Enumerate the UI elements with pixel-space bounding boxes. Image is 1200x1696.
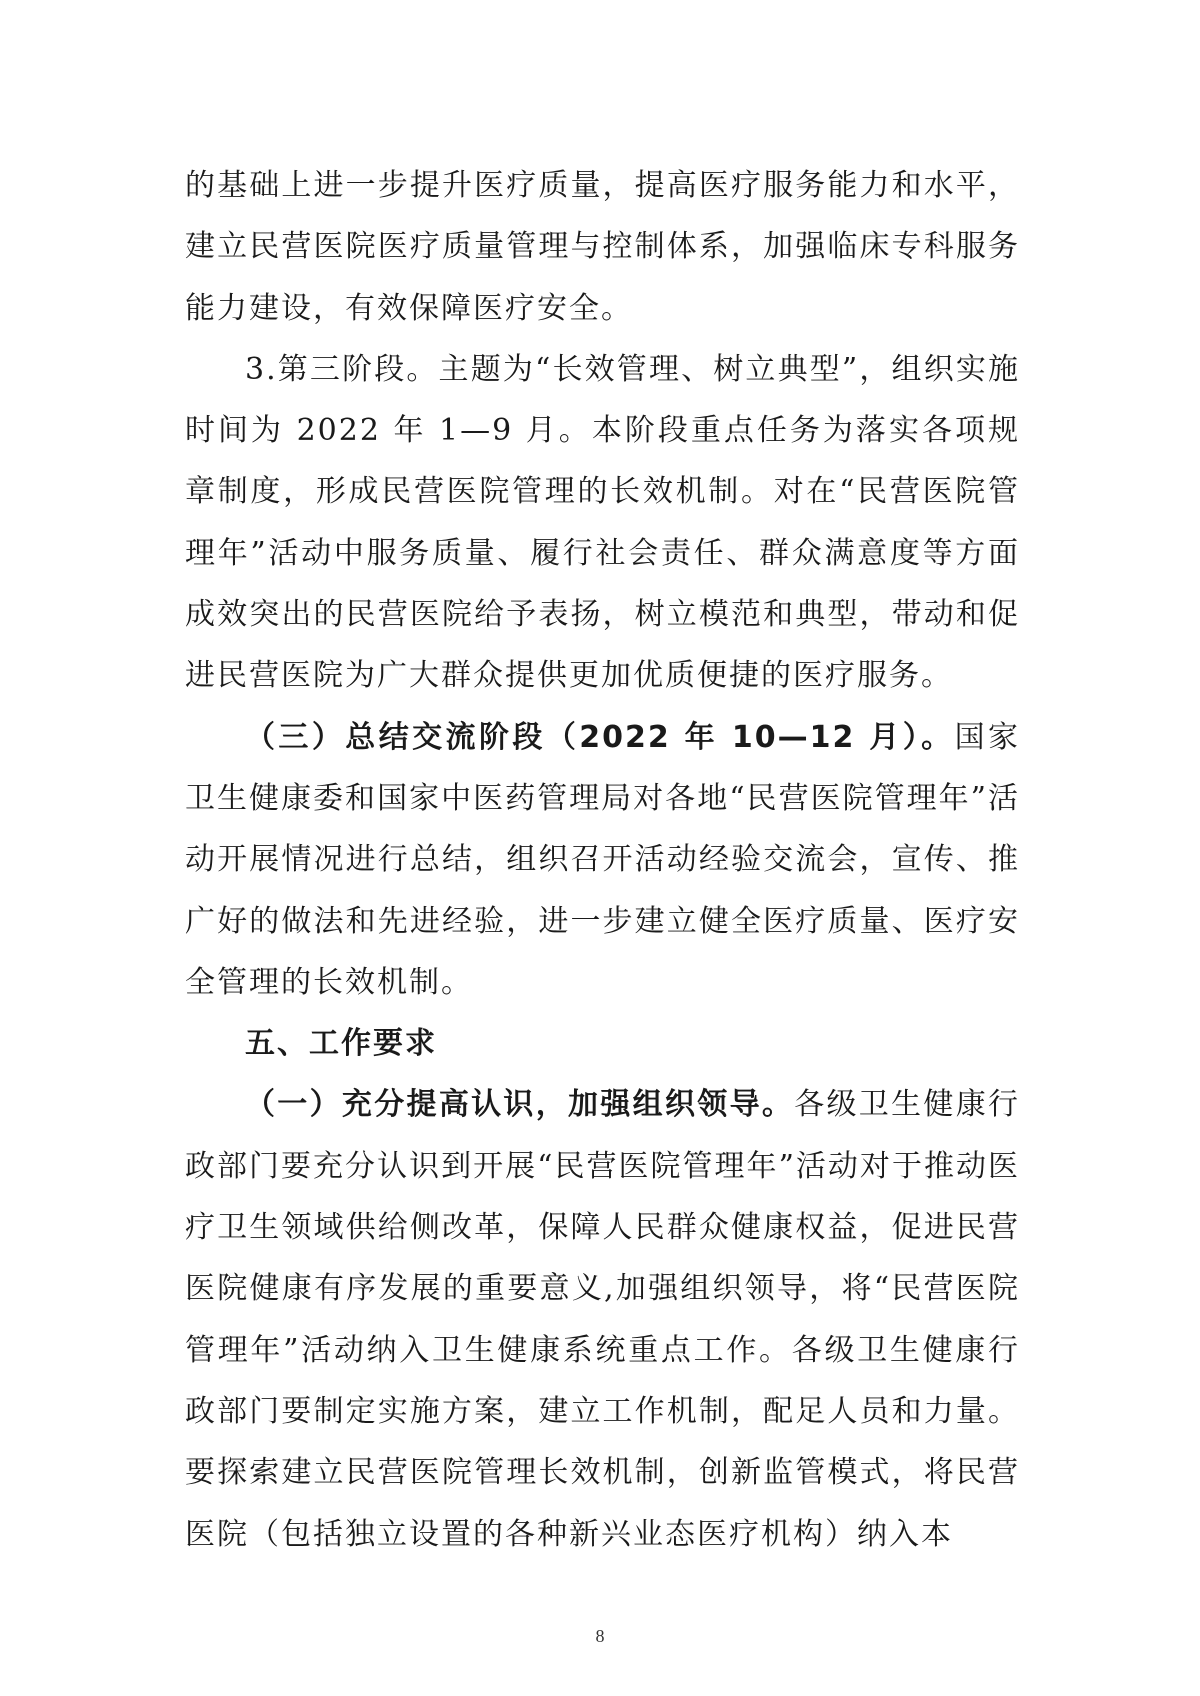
- section-heading-text: 五、工作要求: [245, 1026, 437, 1062]
- paragraph-lead: （三）总结交流阶段（2022 年 10—12 月）。: [245, 719, 955, 755]
- paragraph-text: 国家卫生健康委和国家中医药管理局对各地“民营医院管理年”活动开展情况进行总结，组织召开活动经验交流会，宣传、推广好的做法和先进经验，进一步建立健全医疗质量、医疗安全管理的长效机制。: [185, 719, 1021, 1000]
- paragraph-phase-three: [185, 339, 1020, 707]
- paragraph-requirement-one: [185, 1074, 1020, 1564]
- paragraph-text: 3.第三阶段。主题为“长效管理、树立典型”，组织实施时间为 2022 年 1—9 月。本阶段重点任务为落实各项规章制度，形成民营医院管理的长效机制。对在“民营医院管理年”活动中服务质量、履行社会责任、群众满意度等方面成效突出的民营医院给予表扬，树立模范和典型，带动和促进民营医院为广大群众提供更加优质便捷的医疗服务。: [185, 351, 1020, 694]
- paragraph-text: 的基础上进一步提升医疗质量，提高医疗服务能力和水平，建立民营医院医疗质量管理与控制体系，加强临床专科服务能力建设，有效保障医疗安全。: [185, 168, 1020, 326]
- paragraph-text: 各级卫生健康行政部门要充分认识到开展“民营医院管理年”活动对于推动医疗卫生领域供给侧改革，保障人民群众健康权益，促进民营医院健康有序发展的重要意义,加强组织领导，将“民营医院管理年”活动纳入卫生健康系统重点工作。各级卫生健康行政部门要制定实施方案，建立工作机制，配足人员和力量。要探索建立民营医院管理长效机制，创新监管模式，将民营医院（包括独立设置的各种新兴业态医疗机构）纳入本: [185, 1087, 1021, 1552]
- page-number: 8: [595, 1626, 605, 1646]
- paragraph-lead: （一）充分提高认识，加强组织领导。: [245, 1087, 795, 1123]
- paragraph-summary-stage: [185, 707, 1020, 1013]
- section-heading: [185, 1013, 1020, 1074]
- paragraph-continuation: [185, 155, 1020, 339]
- document-body: [185, 155, 1020, 1565]
